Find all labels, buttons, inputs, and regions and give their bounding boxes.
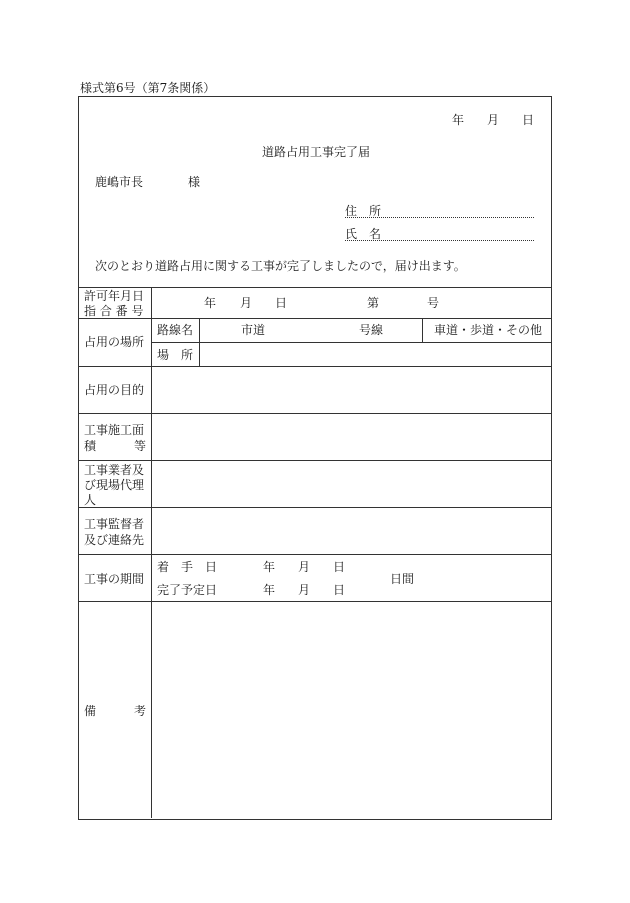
name-label: 氏 名 <box>345 227 382 241</box>
route-suffix: 号線 <box>359 323 384 337</box>
period-end-month: 月 <box>298 583 311 597</box>
supervisor-bottom-rule <box>78 554 552 555</box>
name-field[interactable] <box>345 240 534 241</box>
remarks-label-a: 備 <box>84 704 97 718</box>
address-field[interactable] <box>345 217 534 218</box>
location-label: 場 所 <box>157 348 194 362</box>
area-label-line2b: 等 <box>134 439 147 453</box>
route-row-rule <box>151 342 552 343</box>
place-bottom-rule <box>78 366 552 367</box>
form-title: 道路占用工事完了届 <box>262 145 371 159</box>
addressee-honorific: 様 <box>188 175 201 189</box>
area-label-line2a: 積 <box>84 439 97 453</box>
road-type-rule <box>422 318 423 342</box>
permit-day: 日 <box>275 296 288 310</box>
contractor-bottom-rule <box>78 507 552 508</box>
area-bottom-rule <box>78 460 552 461</box>
period-end-day: 日 <box>333 583 346 597</box>
purpose-bottom-rule <box>78 413 552 414</box>
permit-bottom-rule <box>78 318 552 319</box>
address-label: 住 所 <box>345 204 382 218</box>
route-label: 路線名 <box>157 323 194 337</box>
contractor-label-line1: 工事業者及 <box>84 463 145 477</box>
period-start-month: 月 <box>298 560 311 574</box>
period-label: 工事の期間 <box>84 572 145 586</box>
date-year: 年 <box>452 113 465 127</box>
purpose-label: 占用の目的 <box>84 383 145 397</box>
period-end-label: 完了予定日 <box>157 583 218 597</box>
form-frame <box>78 96 552 820</box>
date-month: 月 <box>487 113 500 127</box>
city-road-text: 市道 <box>241 323 266 337</box>
supervisor-label-line2: 及び連絡先 <box>84 533 145 547</box>
permit-label-line2: 指 合 番 号 <box>84 304 144 318</box>
period-days-label: 日間 <box>390 572 415 586</box>
contractor-label-line2: び現場代理 <box>84 478 145 492</box>
date-day: 日 <box>522 113 535 127</box>
period-start-year: 年 <box>263 560 276 574</box>
route-label-rule <box>199 318 200 366</box>
addressee-name: 鹿嶋市長 <box>95 175 144 189</box>
period-end-year: 年 <box>263 583 276 597</box>
supervisor-label-line1: 工事監督者 <box>84 517 145 531</box>
permit-label-line1: 許可年月日 <box>84 289 145 303</box>
table-top-rule <box>78 287 552 288</box>
permit-number-prefix: 第 <box>367 296 380 310</box>
period-start-day: 日 <box>333 560 346 574</box>
label-column-rule <box>151 287 152 818</box>
form-number: 様式第6号（第7条関係） <box>80 81 216 95</box>
permit-month: 月 <box>240 296 253 310</box>
contractor-label-line3: 人 <box>84 493 97 507</box>
road-type-options[interactable]: 車道・歩道・その他 <box>434 323 543 337</box>
statement-text: 次のとおり道路占用に関する工事が完了しましたので，届け出ます。 <box>95 259 466 273</box>
place-label: 占用の場所 <box>84 335 145 349</box>
permit-year: 年 <box>204 296 217 310</box>
area-label-line1: 工事施工面 <box>84 423 145 437</box>
permit-number-suffix: 号 <box>427 296 440 310</box>
remarks-label-b: 考 <box>134 704 147 718</box>
period-start-label: 着 手 日 <box>157 560 218 574</box>
period-bottom-rule <box>78 601 552 602</box>
